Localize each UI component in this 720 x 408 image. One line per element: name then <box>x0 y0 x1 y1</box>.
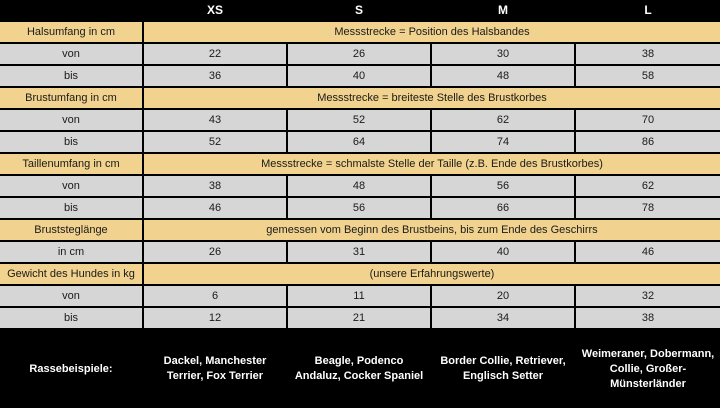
section-note: Messstrecke = breiteste Stelle des Brustkorbes <box>144 88 720 110</box>
row-label: bis <box>0 198 144 220</box>
breed-example-l: Weimeraner, Dobermann, Collie, Großer-Münsterländer <box>576 330 720 408</box>
section-label: Taillenumfang in cm <box>0 154 144 176</box>
section-row-waist <box>0 154 720 176</box>
section-label: Bruststeglänge <box>0 220 144 242</box>
size-header-l: L <box>576 0 720 22</box>
section-row-chest <box>0 88 720 110</box>
value-cell: 70 <box>576 110 720 132</box>
breed-example-m: Border Collie, Retriever, Englisch Setter <box>432 330 576 408</box>
value-cell: 20 <box>432 286 576 308</box>
value-cell: 78 <box>576 198 720 220</box>
value-cell: 11 <box>288 286 432 308</box>
value-cell: 52 <box>144 132 288 154</box>
table-row <box>0 198 720 220</box>
breed-examples-row <box>0 330 720 408</box>
value-cell: 40 <box>432 242 576 264</box>
breed-examples-label: Rassebeispiele: <box>0 330 144 408</box>
value-cell: 46 <box>576 242 720 264</box>
value-cell: 56 <box>432 176 576 198</box>
table-row <box>0 132 720 154</box>
value-cell: 58 <box>576 66 720 88</box>
value-cell: 38 <box>576 308 720 330</box>
value-cell: 6 <box>144 286 288 308</box>
table-row <box>0 176 720 198</box>
breed-example-s: Beagle, Podenco Andaluz, Cocker Spaniel <box>288 330 432 408</box>
value-cell: 22 <box>144 44 288 66</box>
row-label: in cm <box>0 242 144 264</box>
breed-example-xs: Dackel, Manchester Terrier, Fox Terrier <box>144 330 288 408</box>
value-cell: 36 <box>144 66 288 88</box>
value-cell: 32 <box>576 286 720 308</box>
value-cell: 62 <box>576 176 720 198</box>
value-cell: 43 <box>144 110 288 132</box>
table-row <box>0 44 720 66</box>
value-cell: 56 <box>288 198 432 220</box>
table-row <box>0 110 720 132</box>
row-label: von <box>0 176 144 198</box>
value-cell: 74 <box>432 132 576 154</box>
header-row <box>0 0 720 22</box>
table-row <box>0 286 720 308</box>
table-row <box>0 308 720 330</box>
section-note: gemessen vom Beginn des Brustbeins, bis zum Ende des Geschirrs <box>144 220 720 242</box>
section-note: Messstrecke = Position des Halsbandes <box>144 22 720 44</box>
header-empty-cell <box>0 0 144 22</box>
value-cell: 21 <box>288 308 432 330</box>
value-cell: 26 <box>288 44 432 66</box>
table-row <box>0 66 720 88</box>
row-label: von <box>0 110 144 132</box>
section-note: Messstrecke = schmalste Stelle der Taille (z.B. Ende des Brustkorbes) <box>144 154 720 176</box>
size-header-m: M <box>432 0 576 22</box>
row-label: bis <box>0 308 144 330</box>
row-label: bis <box>0 132 144 154</box>
value-cell: 34 <box>432 308 576 330</box>
value-cell: 86 <box>576 132 720 154</box>
size-header-s: S <box>288 0 432 22</box>
value-cell: 62 <box>432 110 576 132</box>
value-cell: 48 <box>432 66 576 88</box>
value-cell: 64 <box>288 132 432 154</box>
size-header-xs: XS <box>144 0 288 22</box>
value-cell: 12 <box>144 308 288 330</box>
row-label: von <box>0 44 144 66</box>
value-cell: 38 <box>576 44 720 66</box>
section-note: (unsere Erfahrungswerte) <box>144 264 720 286</box>
section-label: Brustumfang in cm <box>0 88 144 110</box>
value-cell: 52 <box>288 110 432 132</box>
value-cell: 40 <box>288 66 432 88</box>
table-row <box>0 242 720 264</box>
value-cell: 30 <box>432 44 576 66</box>
section-row-neck <box>0 22 720 44</box>
row-label: bis <box>0 66 144 88</box>
value-cell: 26 <box>144 242 288 264</box>
section-label: Halsumfang in cm <box>0 22 144 44</box>
section-label: Gewicht des Hundes in kg <box>0 264 144 286</box>
value-cell: 31 <box>288 242 432 264</box>
section-row-weight <box>0 264 720 286</box>
value-cell: 46 <box>144 198 288 220</box>
row-label: von <box>0 286 144 308</box>
section-row-chest-strap <box>0 220 720 242</box>
value-cell: 66 <box>432 198 576 220</box>
value-cell: 48 <box>288 176 432 198</box>
value-cell: 38 <box>144 176 288 198</box>
